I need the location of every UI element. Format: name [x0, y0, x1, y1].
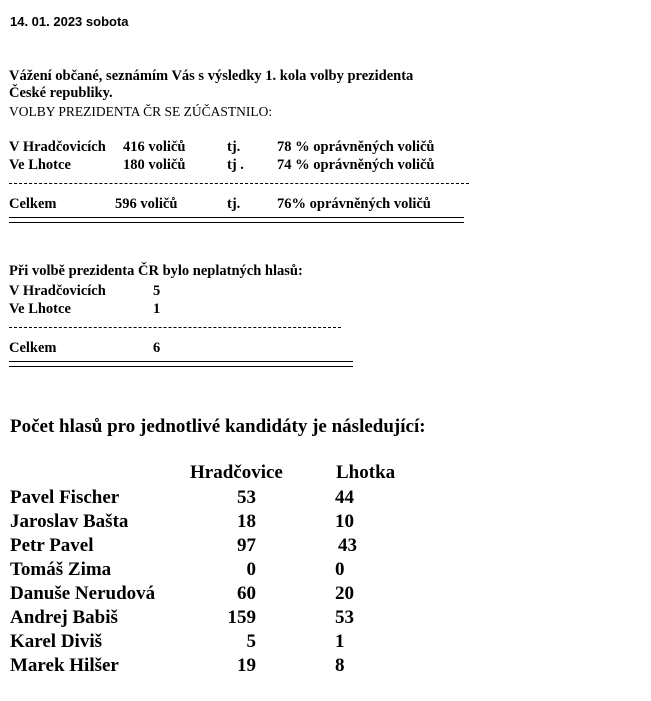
votes-hradcovice: 97	[237, 535, 256, 556]
place: Celkem	[9, 340, 57, 356]
percent: 76% oprávněných voličů	[277, 196, 431, 212]
intro-line-1: Vážení občané, seznámím Vás s výsledky 1. kola volby prezidenta	[9, 68, 414, 84]
place: Ve Lhotce	[9, 301, 71, 317]
voters: 416 voličů	[123, 139, 186, 155]
candidate-row	[10, 535, 440, 559]
votes-lhotka: 44	[335, 487, 354, 508]
dashed-divider	[9, 183, 469, 184]
candidate-row	[10, 655, 440, 679]
invalid-heading: Při volbě prezidenta ČR bylo neplatných hlasů:	[9, 263, 303, 279]
votes-lhotka: 10	[335, 511, 354, 532]
participation-heading: VOLBY PREZIDENTA ČR SE ZÚČASTNILO:	[9, 104, 273, 119]
votes-hradcovice: 53	[237, 487, 256, 508]
place: V Hradčovicích	[9, 139, 106, 155]
tj-label: tj.	[227, 139, 241, 155]
column-header-hradcovice: Hradčovice	[190, 462, 283, 483]
voters: 596 voličů	[115, 196, 178, 212]
count: 1	[153, 301, 161, 317]
count: 5	[153, 283, 161, 299]
votes-hradcovice: 18	[237, 511, 256, 532]
candidate-row	[10, 607, 440, 631]
votes-lhotka: 0	[335, 559, 345, 580]
dashed-divider	[9, 327, 341, 328]
votes-lhotka: 43	[338, 535, 357, 556]
place: Celkem	[9, 196, 57, 212]
votes-lhotka: 1	[335, 631, 345, 652]
votes-hradcovice: 5	[246, 631, 256, 652]
voters: 180 voličů	[123, 157, 186, 173]
tj-label: tj .	[227, 157, 244, 173]
votes-lhotka: 8	[335, 655, 345, 676]
votes-hradcovice: 0	[246, 559, 256, 580]
intro-text	[9, 68, 413, 102]
candidate-row	[10, 511, 440, 535]
candidate-row	[10, 631, 440, 655]
candidate-row	[10, 559, 440, 583]
tj-label: tj.	[227, 196, 241, 212]
candidate-name: Karel Diviš	[10, 631, 103, 652]
candidate-row	[10, 487, 440, 511]
place: Ve Lhotce	[9, 157, 71, 173]
votes-hradcovice: 159	[227, 607, 256, 628]
votes-hradcovice: 60	[237, 583, 256, 604]
double-divider	[9, 361, 353, 367]
candidate-name: Jaroslav Bašta	[10, 511, 129, 532]
votes-lhotka: 53	[335, 607, 354, 628]
column-header-lhotka: Lhotka	[336, 462, 396, 483]
candidate-name: Petr Pavel	[10, 535, 94, 556]
count: 6	[153, 340, 161, 356]
double-divider	[9, 217, 464, 223]
document-date: 14. 01. 2023 sobota	[10, 14, 129, 29]
intro-line-2: České republiky.	[9, 85, 113, 101]
candidate-row	[10, 583, 440, 607]
candidates-title: Počet hlasů pro jednotlivé kandidáty je následující:	[10, 416, 426, 437]
percent: 78 % oprávněných voličů	[277, 139, 435, 155]
candidate-name: Pavel Fischer	[10, 487, 120, 508]
candidate-name: Danuše Nerudová	[10, 583, 156, 604]
percent: 74 % oprávněných voličů	[277, 157, 435, 173]
candidate-name: Tomáš Zima	[10, 559, 112, 580]
candidate-name: Andrej Babiš	[10, 607, 118, 628]
place: V Hradčovicích	[9, 283, 106, 299]
candidate-name: Marek Hilšer	[10, 655, 119, 676]
votes-lhotka: 20	[335, 583, 354, 604]
votes-hradcovice: 19	[237, 655, 256, 676]
